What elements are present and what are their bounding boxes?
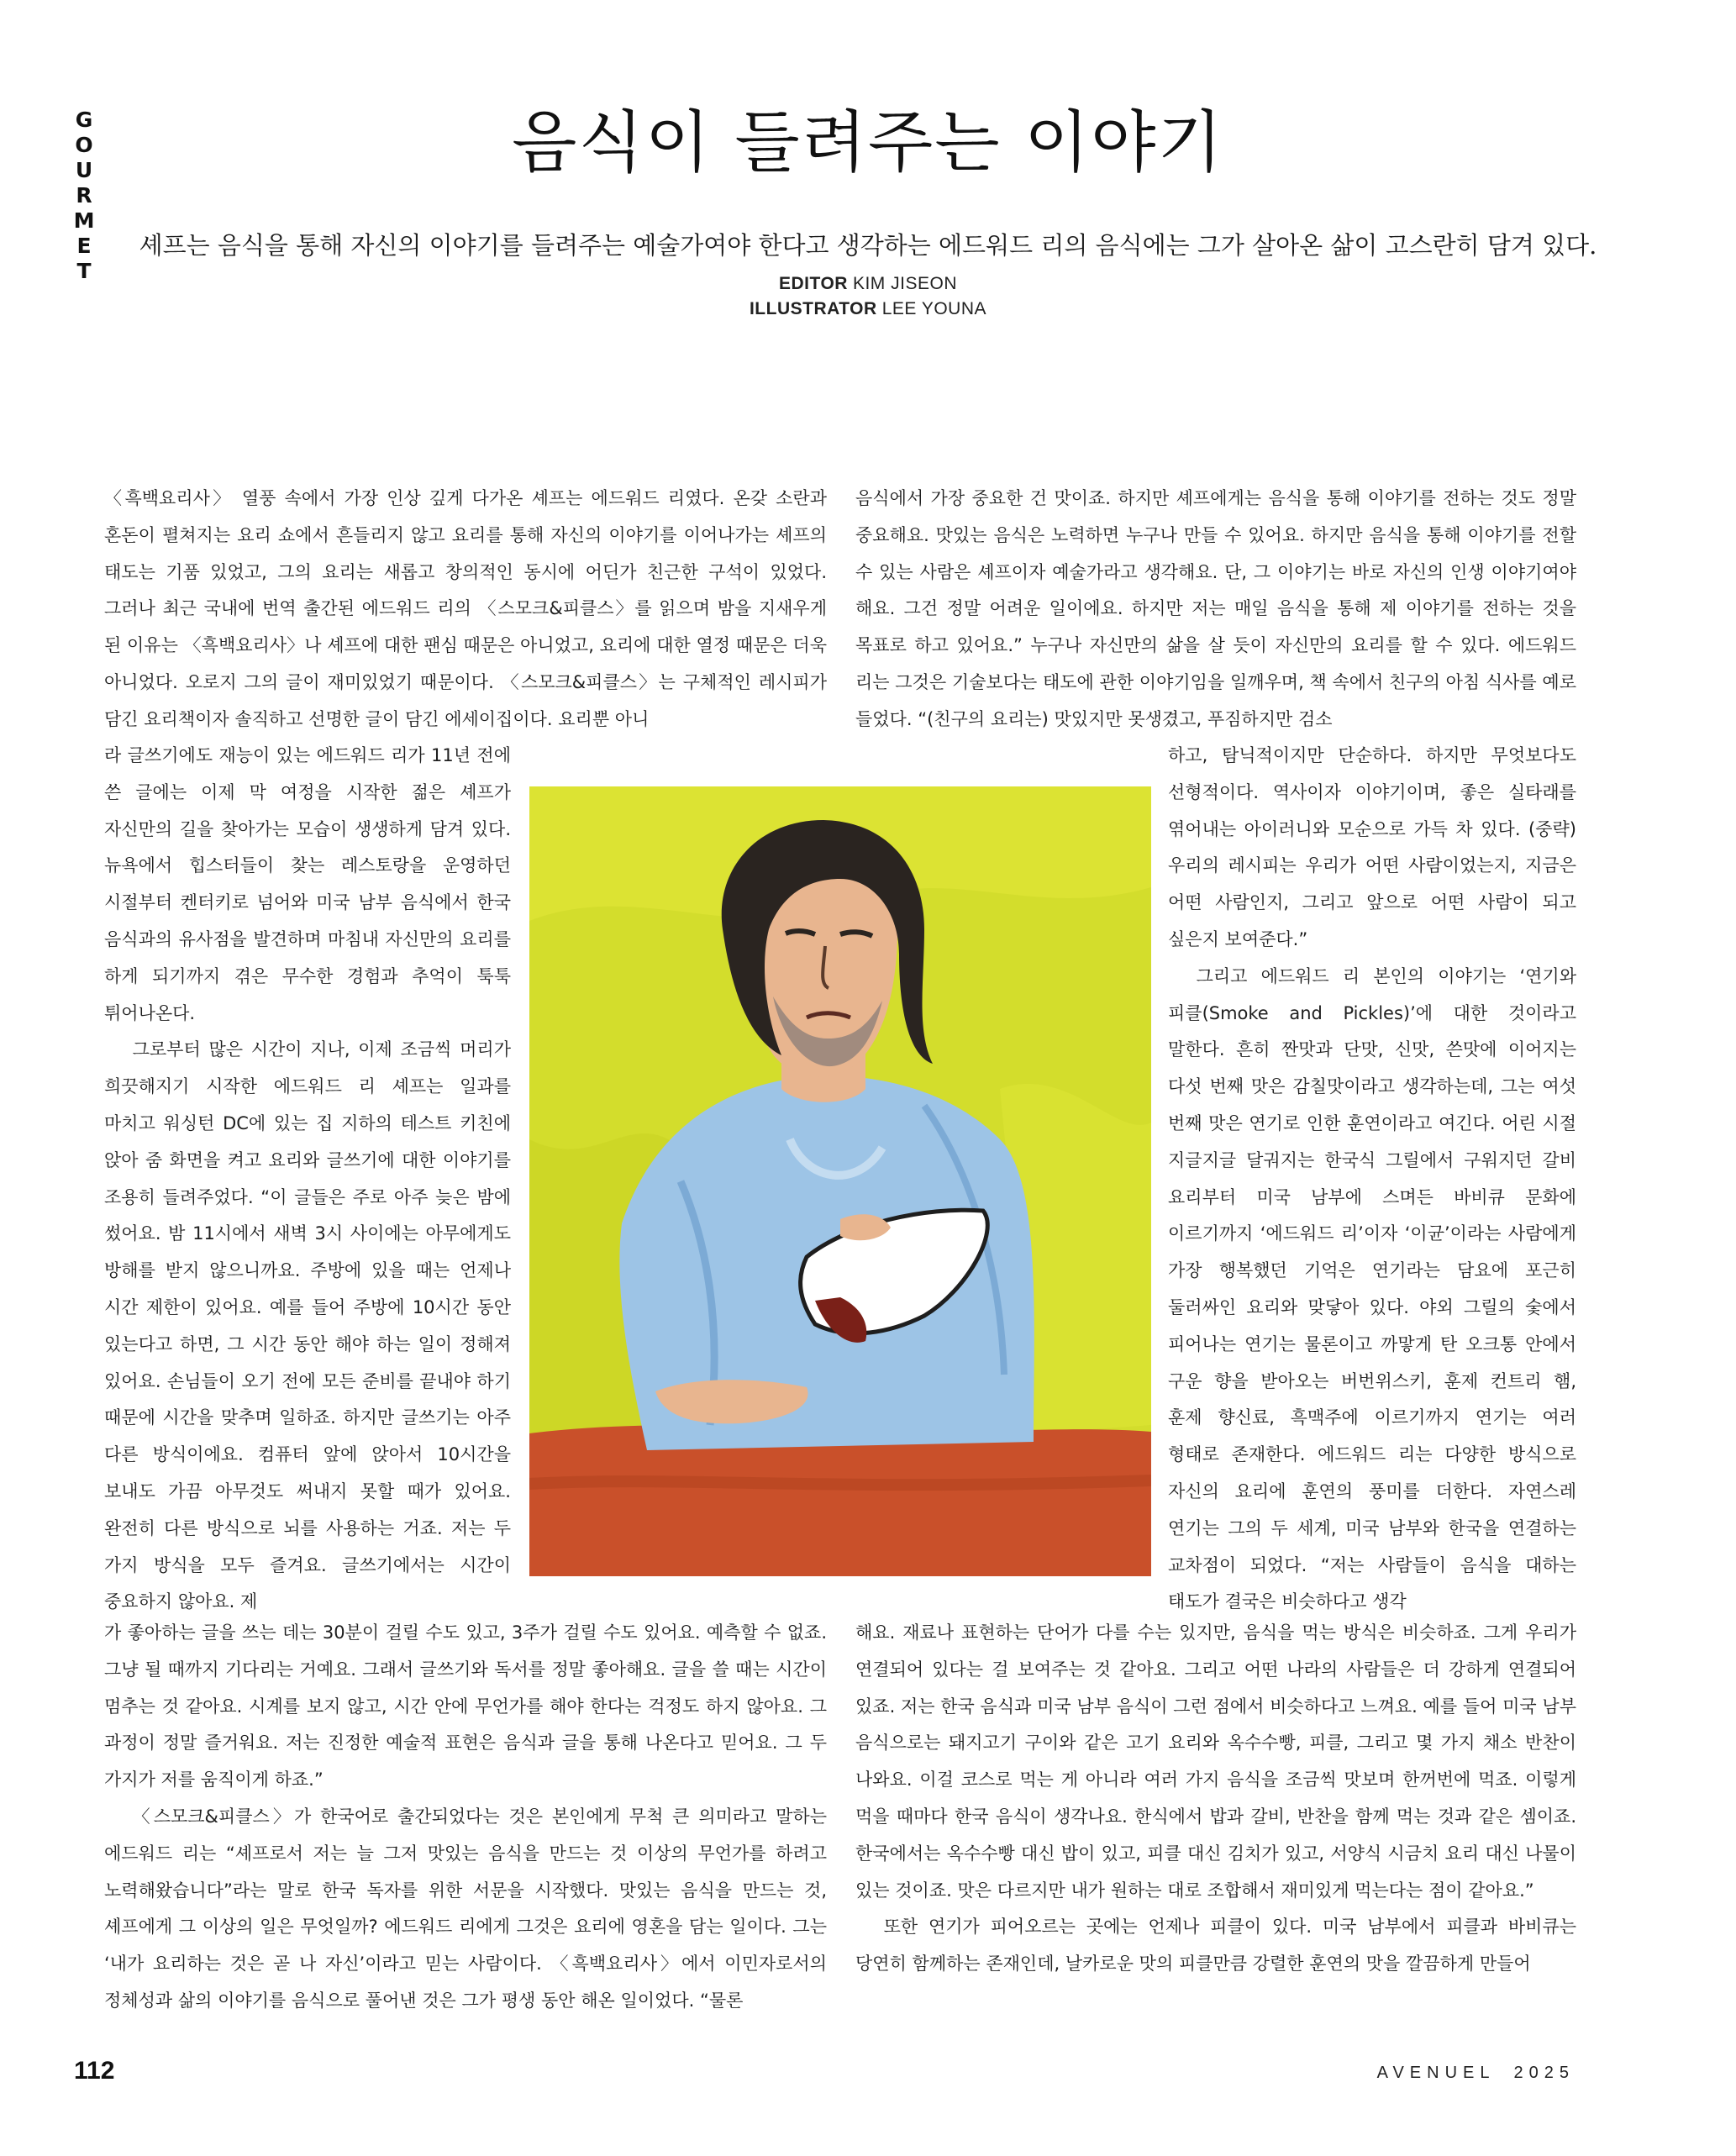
section-letter: G bbox=[75, 108, 93, 132]
illustrator-name: LEE YOUNA bbox=[881, 299, 987, 318]
editor-name: KIM JISEON bbox=[852, 274, 957, 293]
paragraph: 해요. 재료나 표현하는 단어가 다를 수는 있지만, 음식을 먹는 방식은 비슷하죠. 그게 우리가 연결되어 있다는 걸 보여주는 것 같아요. 그리고 어떤 나라의 사람들은 더 강하게 연결되어 있죠. 저는 한국 음식과 미국 남부 음식이 그런 점에서 비슷하다고 느껴요. 예를 들어 미국 남부 음식으로는 돼지고기 구이와 같은 고기 요리와 옥수수빵, 피클, 그리고 몇 가지 채소 반찬이 나와요. 이걸 코스로 먹는 게 아니라 여러 가지 음식을 조금씩 맛보며 한꺼번에 먹죠. 이렇게 먹을 때마다 한국 음식이 생각나요. 한식에서 밥과 갈비, 반찬을 함께 먹는 것과 같은 셈이죠. 한국에서는 옥수수빵 대신 밥이 있고, 피클 대신 김치가 있고, 서양식 시금치 요리 대신 나물이 있는 것이죠. 맛은 다르지만 내가 원하는 대로 조합해서 재미있게 먹는다는 점이 같아요.” bbox=[855, 1622, 1576, 1901]
article-title: 음식이 들려주는 이야기 bbox=[512, 103, 1224, 181]
body-right-bottom bbox=[855, 1615, 1576, 1983]
section-letter: E bbox=[76, 234, 92, 258]
paragraph: 그리고 에드워드 리 본인의 이야기는 ‘연기와 피클(Smoke and Pickles)’에 대한 것이라고 말한다. 흔히 짠맛과 단맛, 신맛, 쓴맛에 이어지는 다섯 번째 맛은 감칠맛이라고 생각하는데, 그는 여섯 번째 맛은 연기로 인한 훈연이라고 여긴다. 어린 시절 지글지글 달궈지는 한국식 그릴에서 구워지던 갈비 요리부터 미국 남부에 스며든 바비큐 문화에 이르기까지 ‘에드워드 리’이자 ‘이균’이라는 사람에게 가장 행복했던 기억은 연기라는 담요에 포근히 둘러싸인 요리와 맞닿아 있다. 야외 그릴의 숯에서 피어나는 연기는 물론이고 까맣게 탄 오크통 안에서 구운 향을 받아오는 버번위스키, 훈제 컨트리 햄, 훈제 향신료, 흑맥주에 이르기까지 연기는 여러 형태로 존재한다. 에드워드 리는 다양한 방식으로 자신의 요리에 훈연의 풍미를 더한다. 자연스레 연기는 그의 두 세계, 미국 남부와 한국을 연결하는 교차점이 되었다. “저는 사람들이 음식을 대하는 태도가 결국은 비슷하다고 생각 bbox=[1168, 965, 1576, 1612]
magazine-name: AVENUEL bbox=[1376, 2064, 1496, 2082]
paragraph: 〈스모크&피클스〉가 한국어로 출간되었다는 것은 본인에게 무척 큰 의미라고 말하는 에드워드 리는 “셰프로서 저는 늘 그저 맛있는 음식을 만드는 것 이상의 무언가를 하려고 노력해왔습니다”라는 말로 한국 독자를 위한 서문을 시작했다. 맛있는 음식을 만드는 것, 셰프에게 그 이상의 일은 무엇일까? 에드워드 리에게 그것은 요리에 영혼을 담는 일이다. 그는 ‘내가 요리하는 것은 곧 나 자신’이라고 믿는 사람이다. 〈흑백요리사〉에서 이민자로서의 정체성과 삶의 이야기를 음식으로 풀어낸 것은 그가 평생 동안 해온 일이었다. “물론 bbox=[104, 1806, 827, 2011]
illustrator-role: ILLUSTRATOR bbox=[749, 299, 877, 318]
editor-role: EDITOR bbox=[779, 274, 848, 293]
paragraph: 그로부터 많은 시간이 지나, 이제 조금씩 머리가 희끗해지기 시작한 에드워드 리 셰프는 일과를 마치고 워싱턴 DC에 있는 집 지하의 테스트 키친에 앉아 줌 화면을 켜고 요리와 글쓰기에 대한 이야기를 조용히 들려주었다. “이 글들은 주로 아주 늦은 밤에 썼어요. 밤 11시에서 새벽 3시 사이에는 아무에게도 방해를 받지 않으니까요. 주방에 있을 때는 언제나 시간 제한이 있어요. 예를 들어 주방에 10시간 동안 있는다고 하면, 그 시간 동안 해야 하는 일이 정해져 있어요. 손님들이 오기 전에 모든 준비를 끝내야 하기 때문에 시간을 맞추며 일하죠. 하지만 글쓰기는 아주 다른 방식이에요. 컴퓨터 앞에 앉아서 10시간을 보내도 가끔 아무것도 써내지 못할 때가 있어요. 완전히 다른 방식으로 뇌를 사용하는 거죠. 저는 두 가지 방식을 모두 즐겨요. 글쓰기에서는 시간이 중요하지 않아요. 제 bbox=[104, 1039, 511, 1612]
body-right-wrap bbox=[1168, 738, 1576, 1621]
paragraph: 라 글쓰기에도 재능이 있는 에드워드 리가 11년 전에 쓴 글에는 이제 막 여정을 시작한 젊은 셰프가 자신만의 길을 찾아가는 모습이 생생하게 담겨 있다. 뉴욕에서 힙스터들이 찾는 레스토랑을 운영하던 시절부터 켄터키로 넘어와 미국 남부 음식에서 한국 음식과의 유사점을 발견하며 마침내 자신만의 요리를 하게 되기까지 겪은 무수한 경험과 추억이 툭툭 튀어나온다. bbox=[104, 745, 511, 1023]
chef-painting bbox=[529, 786, 1151, 1576]
magazine-year: 2025 bbox=[1513, 2064, 1575, 2082]
illustrator-credit bbox=[0, 297, 1736, 321]
section-letter: U bbox=[75, 158, 93, 182]
paragraph: 하고, 탐닉적이지만 단순하다. 하지만 무엇보다도 선형적이다. 역사이자 이야기이며, 좋은 실타래를 엮어내는 아이러니와 모순으로 가득 차 있다. (중략) 우리의 레시피는 우리가 어떤 사람이었는지, 지금은 어떤 사람인지, 그리고 앞으로 어떤 사람이 되고 싶은지 보여준다.” bbox=[1168, 745, 1576, 949]
section-letter: O bbox=[75, 133, 93, 157]
paragraph: 가 좋아하는 글을 쓰는 데는 30분이 걸릴 수도 있고, 3주가 걸릴 수도 있어요. 예측할 수 없죠. 그냥 될 때까지 기다리는 거예요. 그래서 글쓰기와 독서를 정말 좋아해요. 글을 쓸 때는 시간이 멈추는 것 같아요. 시계를 보지 않고, 시간 안에 무언가를 해야 한다는 걱정도 하지 않아요. 그 과정이 정말 즐거워요. 저는 진정한 예술적 표현은 음식과 글을 통해 나온다고 믿어요. 그 두 가지가 저를 움직이게 하죠.” bbox=[104, 1622, 827, 1791]
paragraph: 〈흑백요리사〉 열풍 속에서 가장 인상 깊게 다가온 셰프는 에드워드 리였다. 온갖 소란과 혼돈이 펼쳐지는 요리 쇼에서 흔들리지 않고 요리를 통해 자신의 이야기를 이어나가는 셰프의 태도는 기품 있었고, 그의 요리는 새롭고 창의적인 동시에 어딘가 친근한 구석이 있었다. 그러나 최근 국내에 번역 출간된 에드워드 리의 〈스모크&피클스〉를 읽으며 밤을 지새우게 된 이유는 〈흑백요리사〉나 셰프에 대한 팬심 때문은 아니었고, 요리에 대한 열정 때문은 더욱 아니었다. 오로지 그의 글이 재미있었기 때문이다. 〈스모크&피클스〉는 구체적인 레시피가 담긴 요리책이자 솔직하고 선명한 글이 담긴 에세이집이다. 요리뿐 아니 bbox=[104, 488, 827, 729]
paragraph: 또한 연기가 피어오르는 곳에는 언제나 피클이 있다. 미국 남부에서 피클과 바비큐는 당연히 함께하는 존재인데, 날카로운 맛의 피클만큼 강렬한 훈연의 맛을 깔끔하게 만들어 bbox=[855, 1917, 1576, 1975]
body-left-top bbox=[104, 481, 827, 739]
section-letter: M bbox=[73, 208, 95, 233]
chef-illustration bbox=[529, 786, 1151, 1576]
section-letter: T bbox=[76, 259, 92, 283]
body-left-wrap bbox=[104, 738, 511, 1621]
page-number: 112 bbox=[74, 2057, 115, 2085]
editor-credit bbox=[0, 272, 1736, 296]
body-left-bottom bbox=[104, 1615, 827, 2020]
table bbox=[529, 1425, 1151, 1576]
paragraph: 음식에서 가장 중요한 건 맛이죠. 하지만 셰프에게는 음식을 통해 이야기를 전하는 것도 정말 중요해요. 맛있는 음식은 노력하면 누구나 만들 수 있어요. 하지만 음식을 통해 이야기를 전할 수 있는 사람은 셰프이자 예술가라고 생각해요. 단, 그 이야기는 바로 자신의 인생 이야기여야 해요. 그건 정말 어려운 일이에요. 하지만 저는 매일 음식을 통해 제 이야기를 전하는 것을 목표로 하고 있어요.” 누구나 자신만의 삶을 살 듯이 자신만의 요리를 할 수 있다. 에드워드 리는 그것은 기술보다는 태도에 관한 이야기임을 일깨우며, 책 속에서 친구의 아침 식사를 예로 들었다. “(친구의 요리는) 맛있지만 못생겼고, 푸짐하지만 검소 bbox=[855, 488, 1576, 729]
body-right-top bbox=[855, 481, 1576, 739]
magazine-footer bbox=[1377, 2064, 1575, 2083]
section-letter: R bbox=[76, 183, 92, 208]
article-subtitle: 셰프는 음식을 통해 자신의 이야기를 들려주는 예술가여야 한다고 생각하는 에드워드 리의 음식에는 그가 살아온 삶이 고스란히 담겨 있다. bbox=[139, 231, 1597, 260]
